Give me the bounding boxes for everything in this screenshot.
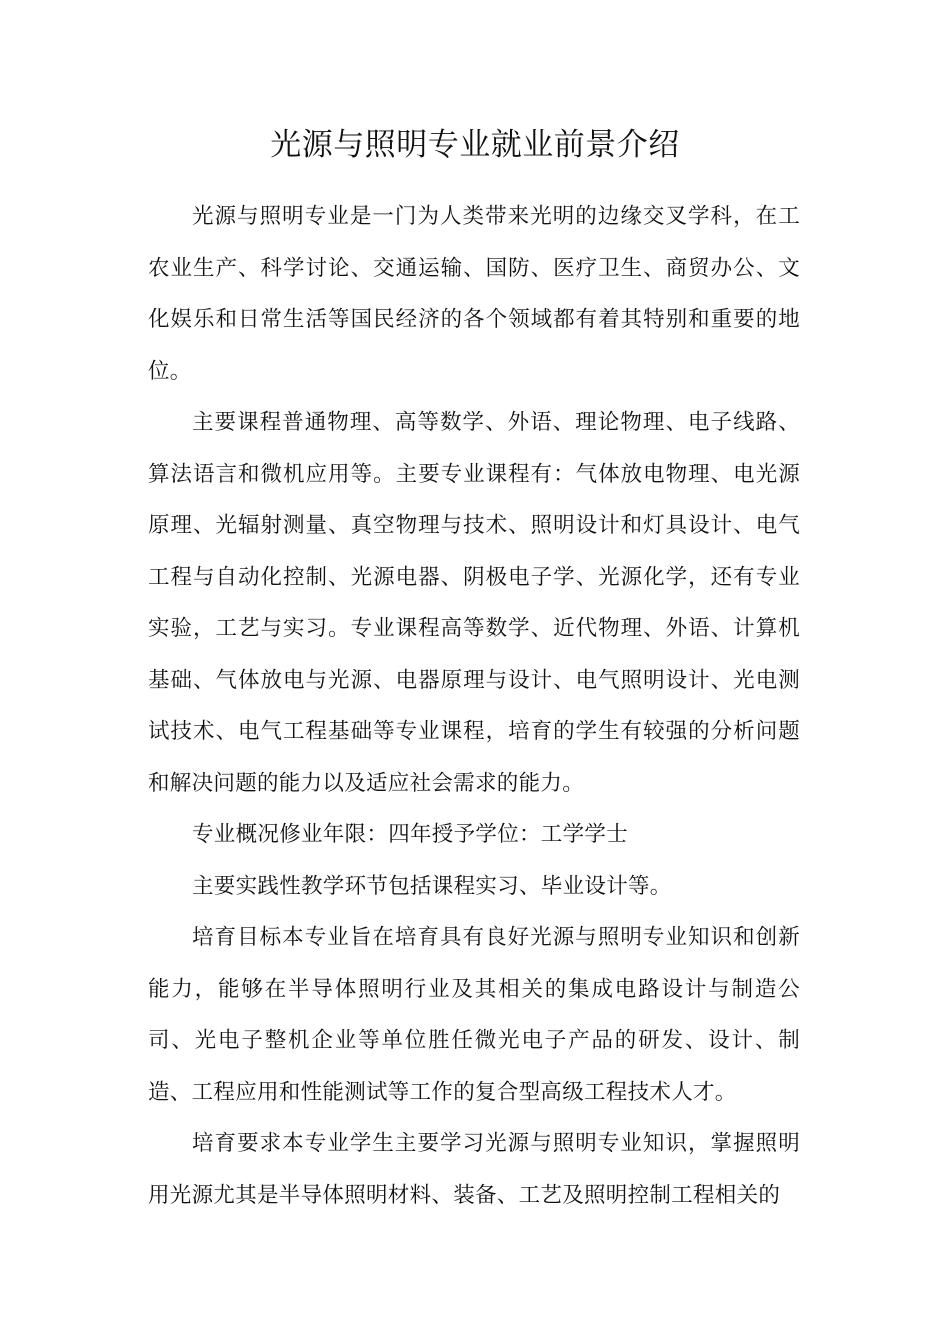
paragraph-requirements: 培育要求本专业学生主要学习光源与照明专业知识，掌握照明用光源尤其是半导体照明材料、装备、工艺及照明控制工程相关的	[148, 1131, 800, 1208]
paragraph-intro: 光源与照明专业是一门为人类带来光明的边缘交叉学科，在工农业生产、科学讨论、交通运输、国防、医疗卫生、商贸办公、文化娱乐和日常生活等国民经济的各个领域都有着其特别和重要的地位。	[148, 204, 800, 384]
document-body	[148, 191, 800, 1221]
paragraph-courses: 主要课程普通物理、高等数学、外语、理论物理、电子线路、算法语言和微机应用等。主要专业课程有：气体放电物理、电光源原理、光辐射测量、真空物理与技术、照明设计和灯具设计、电气工程与自动化控制、光源电器、阴极电子学、光源化学，还有专业实验，工艺与实习。专业课程高等数学、近代物理、外语、计算机基础、气体放电与光源、电器原理与设计、电气照明设计、光电测试技术、电气工程基础等专业课程，培育的学生有较强的分析问题和解决问题的能力以及适应社会需求的能力。	[148, 410, 800, 796]
paragraph-goals: 培育目标本专业旨在培育具有良好光源与照明专业知识和创新能力，能够在半导体照明行业及其相关的集成电路设计与制造公司、光电子整机企业等单位胜任微光电子产品的研发、设计、制造、工程应用和性能测试等工作的复合型高级工程技术人才。	[148, 925, 800, 1105]
document-title: 光源与照明专业就业前景介绍	[270, 127, 680, 163]
paragraph-practice: 主要实践性教学环节包括课程实习、毕业设计等。	[192, 873, 672, 899]
paragraph-overview: 专业概况修业年限：四年授予学位：工学学士	[192, 822, 629, 847]
